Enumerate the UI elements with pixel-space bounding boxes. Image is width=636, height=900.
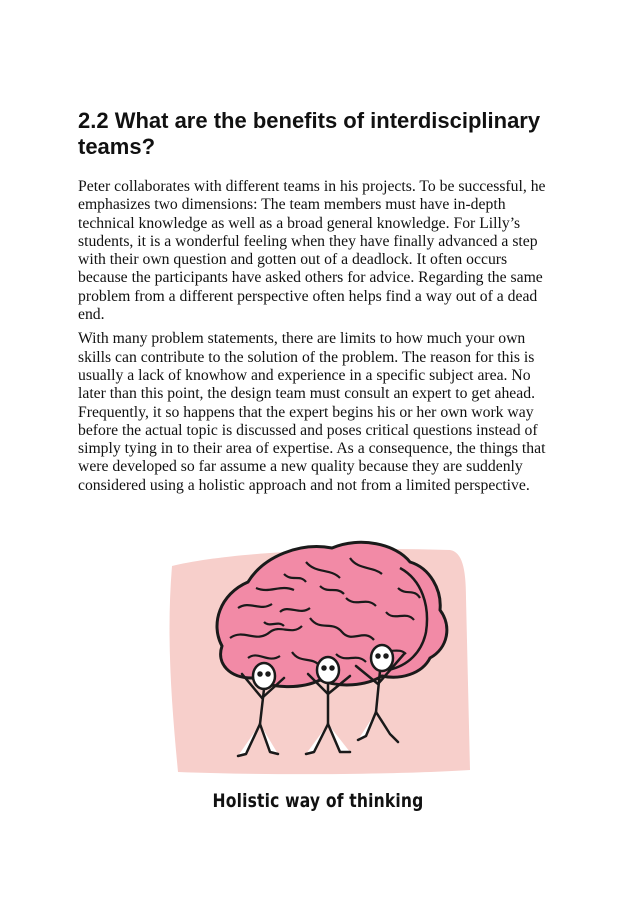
body-text [78, 178, 556, 501]
paragraph-1: Peter collaborates with different teams in his projects. To be successful, he emphasizes two dimensions: The team members must have in-depth technical knowledge as well as a broad general knowledge. For Lilly’s students, it is a wonderful feeling when they have finally advanced a step with their own question and gotten out of a deadlock. It often occurs because the participants have asked others for advice. Regarding the same problem from a different perspective often helps find a way out of a dead end. [78, 178, 546, 324]
paragraph-2: With many problem statements, there are limits to how much your own skills can contribute to the solution of the problem. The reason for this is usually a lack of knowhow and experience in a specific subject area. No later than this point, the design team must consult an expert to get ahead. Frequently, it so happens that the expert begins his or her own work way before the actual topic is discussed and poses critical questions instead of simply tying in to their area of expertise. As a consequence, the things that were developed so far assume a new quality because they are suddenly considered using a holistic approach and not from a limited perspective. [78, 330, 546, 494]
figure-caption: Holistic way of thinking [212, 790, 424, 812]
section-heading: 2.2 What are the benefits of interdisciplinary teams? [78, 108, 541, 159]
holistic-thinking-illustration [160, 528, 478, 783]
